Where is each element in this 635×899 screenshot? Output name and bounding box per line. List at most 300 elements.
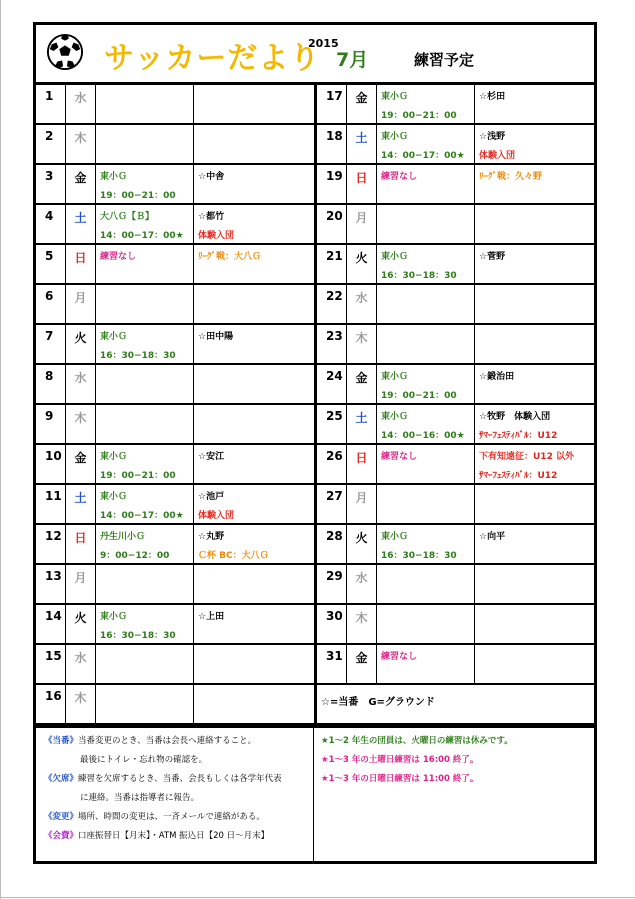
weekday-label: 火 (355, 531, 368, 545)
schedule-row (36, 605, 594, 645)
left-day-cell (36, 165, 314, 203)
place-text: 東小Ｇ (381, 532, 409, 542)
weekday-label: 日 (355, 171, 368, 185)
date-number: 19 (326, 169, 343, 183)
date-cell (36, 285, 66, 323)
time-text: 19：00−21：00 (100, 471, 176, 481)
date-cell (317, 85, 347, 123)
weekday-cell (66, 205, 96, 243)
time-text: 19：00−21：00 (381, 111, 457, 121)
weekday-cell (347, 205, 377, 243)
date-cell (36, 565, 66, 603)
date-number: 1 (45, 89, 54, 103)
left-day-cell (36, 645, 314, 683)
place-cell (96, 285, 194, 323)
place-cell (377, 125, 475, 163)
note-line-1: ☆池戸 (198, 492, 225, 502)
date-number: 11 (45, 489, 62, 503)
weekday-label: 月 (355, 491, 368, 505)
notes-reminders (315, 728, 594, 861)
note-line-1: ☆牧野 体験入団 (479, 412, 551, 422)
left-day-cell (36, 125, 314, 163)
weekday-cell (347, 605, 377, 643)
date-cell (36, 325, 66, 363)
date-number: 21 (326, 249, 343, 263)
date-number: 16 (45, 689, 62, 703)
weekday-label: 土 (355, 411, 368, 425)
right-day-cell (317, 525, 594, 563)
date-number: 27 (326, 489, 343, 503)
weekday-label: 金 (74, 451, 87, 465)
place-text: 練習なし (381, 652, 418, 662)
weekday-label: 木 (74, 411, 87, 425)
right-day-cell (317, 365, 594, 403)
place-cell (96, 445, 194, 483)
left-day-cell (36, 525, 314, 563)
note-cell (194, 605, 313, 643)
time-text: 14：00−17：00★ (381, 151, 465, 161)
weekday-label: 木 (355, 611, 368, 625)
place-text: 丹生川小Ｇ (100, 532, 146, 542)
note-line-2: 体験入団 (198, 231, 235, 241)
date-cell (36, 605, 66, 643)
time-text: 14：00−16：00★ (381, 431, 465, 441)
place-text: 東小Ｇ (100, 492, 128, 502)
date-cell (317, 285, 347, 323)
right-day-cell (317, 165, 594, 203)
place-cell (377, 245, 475, 283)
schedule-row (36, 405, 594, 445)
header (36, 25, 594, 85)
weekday-cell (347, 165, 377, 203)
place-text: 大八Ｇ【Ｂ】 (100, 212, 155, 222)
schedule-row (36, 685, 594, 725)
place-text: 東小Ｇ (100, 172, 128, 182)
note-line (44, 772, 282, 784)
left-day-cell (36, 605, 314, 643)
left-day-cell (36, 365, 314, 403)
weekday-label: 日 (74, 531, 87, 545)
time-text: 9：00−12：00 (100, 551, 170, 561)
weekday-label: 金 (74, 171, 87, 185)
date-cell (317, 485, 347, 523)
schedule-row (36, 245, 594, 285)
weekday-label: 金 (355, 371, 368, 385)
time-text: 16：30−18：30 (381, 551, 457, 561)
schedule-row (36, 445, 594, 485)
year-label: 2015 (308, 37, 339, 50)
weekday-cell (66, 245, 96, 283)
right-day-cell (317, 445, 594, 483)
weekday-label: 水 (355, 291, 368, 305)
date-number: 20 (326, 209, 343, 223)
weekday-cell (347, 405, 377, 443)
note-cell (475, 325, 594, 363)
weekday-cell (66, 365, 96, 403)
time-text: 19：00−21：00 (100, 191, 176, 201)
note-line-1: ☆都竹 (198, 212, 225, 222)
weekday-cell (66, 285, 96, 323)
weekday-cell (347, 85, 377, 123)
place-cell (96, 245, 194, 283)
weekday-cell (66, 605, 96, 643)
schedule-row (36, 325, 594, 365)
right-day-cell (317, 565, 594, 603)
place-cell (377, 365, 475, 403)
note-cell (475, 85, 594, 123)
place-text: 東小Ｇ (381, 92, 409, 102)
notes-rules (36, 728, 314, 861)
place-cell (377, 525, 475, 563)
left-day-cell (36, 325, 314, 363)
weekday-cell (347, 245, 377, 283)
weekday-cell (66, 445, 96, 483)
schedule-row (36, 165, 594, 205)
weekday-label: 水 (74, 651, 87, 665)
date-number: 24 (326, 369, 343, 383)
note-line-2: ｻﾏｰﾌｪｽﾃｨﾊﾞﾙ：U12 (479, 471, 558, 481)
date-cell (317, 645, 347, 683)
note-tag: 《会費》 (44, 831, 79, 841)
note-cell (194, 125, 313, 163)
place-text: 練習なし (100, 252, 137, 262)
weekday-label: 日 (74, 251, 87, 265)
schedule-row (36, 645, 594, 685)
note-line-2: Ｃ杯 BC：大八Ｇ (198, 551, 269, 561)
weekday-cell (66, 85, 96, 123)
weekday-cell (66, 325, 96, 363)
newsletter-frame (33, 22, 597, 864)
weekday-label: 金 (355, 91, 368, 105)
date-cell (317, 565, 347, 603)
place-cell (96, 525, 194, 563)
time-text: 16：30−18：30 (100, 351, 176, 361)
date-cell (36, 405, 66, 443)
note-tag: 《当番》 (44, 736, 79, 746)
left-day-cell (36, 685, 314, 723)
notes-section (36, 725, 594, 861)
note-cell (475, 365, 594, 403)
weekday-label: 火 (355, 251, 368, 265)
time-text: 16：30−18：30 (100, 631, 176, 641)
right-day-cell (317, 405, 594, 443)
right-day-cell (317, 285, 594, 323)
place-text: 東小Ｇ (381, 252, 409, 262)
weekday-label: 土 (74, 211, 87, 225)
note-cell (475, 485, 594, 523)
date-number: 17 (326, 89, 343, 103)
note-line-1: ☆上田 (198, 612, 225, 622)
note-line-1: ☆中舎 (198, 172, 225, 182)
date-cell (317, 365, 347, 403)
note-line (44, 810, 265, 822)
weekday-cell (66, 405, 96, 443)
date-number: 30 (326, 609, 343, 623)
schedule-row (36, 485, 594, 525)
place-cell (96, 645, 194, 683)
date-cell (36, 365, 66, 403)
note-cell (194, 525, 313, 563)
note-cell (194, 645, 313, 683)
note-line-1: ☆丸野 (198, 532, 225, 542)
weekday-cell (66, 525, 96, 563)
place-cell (96, 605, 194, 643)
date-number: 29 (326, 569, 343, 583)
weekday-cell (66, 685, 96, 723)
note-cell (475, 405, 594, 443)
weekday-label: 火 (74, 611, 87, 625)
note-line (44, 734, 256, 746)
left-day-cell (36, 85, 314, 123)
date-cell (36, 445, 66, 483)
note-line-1: ﾘｰｸﾞ戦：久々野 (479, 172, 543, 182)
left-day-cell (36, 285, 314, 323)
weekday-label: 金 (355, 651, 368, 665)
date-cell (36, 245, 66, 283)
schedule-row (36, 205, 594, 245)
weekday-cell (347, 565, 377, 603)
note-line (80, 753, 207, 765)
date-number: 4 (45, 209, 54, 223)
weekday-label: 木 (355, 331, 368, 345)
date-number: 22 (326, 289, 343, 303)
date-number: 2 (45, 129, 54, 143)
place-cell (377, 205, 475, 243)
schedule-heading: 練習予定 (414, 51, 475, 69)
time-text: 19：00−21：00 (381, 391, 457, 401)
date-cell (317, 525, 347, 563)
note-line (80, 791, 199, 803)
date-cell (36, 485, 66, 523)
note-cell (194, 405, 313, 443)
place-cell (96, 205, 194, 243)
note-line-1: ☆杉田 (479, 92, 506, 102)
note-cell (475, 125, 594, 163)
date-number: 9 (45, 409, 54, 423)
weekday-cell (66, 125, 96, 163)
date-cell (317, 605, 347, 643)
place-cell (377, 605, 475, 643)
left-day-cell (36, 205, 314, 243)
place-cell (377, 405, 475, 443)
weekday-label: 水 (74, 91, 87, 105)
place-cell (377, 445, 475, 483)
place-cell (96, 405, 194, 443)
date-number: 7 (45, 329, 54, 343)
weekday-label: 水 (74, 371, 87, 385)
place-cell (96, 85, 194, 123)
note-cell (194, 445, 313, 483)
schedule-row (36, 365, 594, 405)
note-cell (194, 325, 313, 363)
soccer-ball-icon (46, 33, 84, 71)
weekday-cell (66, 485, 96, 523)
note-cell (194, 565, 313, 603)
schedule-row (36, 125, 594, 165)
note-cell (475, 645, 594, 683)
place-cell (96, 685, 194, 723)
weekday-cell (347, 645, 377, 683)
weekday-cell (347, 125, 377, 163)
note-cell (194, 685, 313, 723)
time-text: 14：00−17：00★ (100, 231, 184, 241)
date-number: 28 (326, 529, 343, 543)
weekday-cell (66, 645, 96, 683)
weekday-label: 木 (74, 131, 87, 145)
date-number: 6 (45, 289, 54, 303)
page-bottom-edge (0, 897, 635, 898)
weekday-label: 木 (74, 691, 87, 705)
note-cell (475, 165, 594, 203)
place-cell (377, 165, 475, 203)
note-line-2: 体験入団 (479, 151, 516, 161)
note-line-2: ｻﾏｰﾌｪｽﾃｨﾊﾞﾙ：U12 (479, 431, 558, 441)
note-cell (475, 245, 594, 283)
right-day-cell (317, 125, 594, 163)
weekday-label: 水 (355, 571, 368, 585)
date-cell (36, 645, 66, 683)
note-text: 口座振替日【月末】・ATM 振込日【20 日〜月末】 (78, 831, 270, 841)
note-cell (194, 205, 313, 243)
reminder-line: ★1〜3 年の日曜日練習は 11:00 終了。 (321, 774, 479, 784)
note-cell (475, 205, 594, 243)
date-number: 31 (326, 649, 343, 663)
left-day-cell (36, 445, 314, 483)
note-line-1: ☆向平 (479, 532, 506, 542)
date-number: 26 (326, 449, 343, 463)
schedule-row (36, 565, 594, 605)
time-text: 16：30−18：30 (381, 271, 457, 281)
date-number: 10 (45, 449, 62, 463)
place-cell (96, 125, 194, 163)
note-cell (194, 245, 313, 283)
right-day-cell (317, 685, 594, 723)
date-number: 3 (45, 169, 54, 183)
date-cell (317, 325, 347, 363)
left-day-cell (36, 485, 314, 523)
note-text: 場所、時間の変更は、一斉メールで連絡がある。 (78, 812, 265, 822)
weekday-label: 月 (74, 291, 87, 305)
note-line-1: ☆菅野 (479, 252, 506, 262)
note-cell (475, 525, 594, 563)
note-cell (475, 285, 594, 323)
date-cell (317, 205, 347, 243)
place-text: 東小Ｇ (381, 412, 409, 422)
weekday-label: 月 (355, 211, 368, 225)
weekday-cell (347, 365, 377, 403)
note-line-1: ☆田中陽 (198, 332, 234, 342)
weekday-label: 火 (74, 331, 87, 345)
place-text: 練習なし (381, 172, 418, 182)
place-text: 東小Ｇ (100, 332, 128, 342)
date-number: 25 (326, 409, 343, 423)
date-cell (36, 685, 66, 723)
note-line-1: ☆鍛治田 (479, 372, 515, 382)
weekday-cell (347, 485, 377, 523)
weekday-label: 土 (74, 491, 87, 505)
reminder-line: ★1〜3 年の土曜日練習は 16:00 終了。 (321, 755, 479, 765)
place-cell (96, 325, 194, 363)
note-text: に連絡。当番は指導者に報告。 (80, 793, 200, 803)
note-cell (194, 365, 313, 403)
date-number: 14 (45, 609, 62, 623)
weekday-label: 日 (355, 451, 368, 465)
place-cell (96, 485, 194, 523)
page-left-edge (0, 0, 1, 899)
date-cell (317, 245, 347, 283)
weekday-cell (347, 445, 377, 483)
time-text: 14：00−17：00★ (100, 511, 184, 521)
date-cell (36, 205, 66, 243)
date-cell (36, 85, 66, 123)
note-line-1: ☆浅野 (479, 132, 506, 142)
place-cell (377, 325, 475, 363)
date-cell (36, 525, 66, 563)
left-day-cell (36, 245, 314, 283)
weekday-cell (347, 525, 377, 563)
date-number: 18 (326, 129, 343, 143)
schedule-row (36, 525, 594, 565)
reminder-line: ★1〜2 年生の団員は、火曜日の練習は休みです。 (321, 736, 513, 746)
note-cell (475, 445, 594, 483)
weekday-label: 月 (74, 571, 87, 585)
right-day-cell (317, 645, 594, 683)
schedule-grid (36, 85, 594, 725)
place-text: 練習なし (381, 452, 418, 462)
note-line-1: ☆安江 (198, 452, 225, 462)
place-cell (96, 365, 194, 403)
weekday-label: 土 (355, 131, 368, 145)
left-day-cell (36, 565, 314, 603)
newsletter-title: サッカーだより (104, 41, 321, 76)
note-text: 練習を欠席するとき、当番、会長もしくは各学年代表 (78, 774, 282, 784)
right-day-cell (317, 325, 594, 363)
place-cell (377, 285, 475, 323)
date-cell (317, 125, 347, 163)
date-number: 15 (45, 649, 62, 663)
weekday-cell (66, 165, 96, 203)
date-number: 23 (326, 329, 343, 343)
schedule-row (36, 85, 594, 125)
place-cell (377, 85, 475, 123)
date-cell (36, 125, 66, 163)
note-line-1: ﾘｰｸﾞ戦：大八Ｇ (198, 252, 262, 262)
date-number: 5 (45, 249, 54, 263)
note-cell (194, 285, 313, 323)
note-cell (194, 85, 313, 123)
right-day-cell (317, 85, 594, 123)
note-cell (475, 605, 594, 643)
place-text: 東小Ｇ (100, 612, 128, 622)
right-day-cell (317, 485, 594, 523)
place-cell (377, 645, 475, 683)
date-cell (317, 165, 347, 203)
place-cell (377, 485, 475, 523)
note-text: 当番変更のとき、当番は会長へ連絡すること。 (78, 736, 257, 746)
date-cell (317, 445, 347, 483)
place-text: 東小Ｇ (381, 372, 409, 382)
note-line-2: 体験入団 (198, 511, 235, 521)
date-cell (317, 405, 347, 443)
month-label: 7月 (336, 49, 369, 71)
schedule-row (36, 285, 594, 325)
right-day-cell (317, 205, 594, 243)
right-day-cell (317, 605, 594, 643)
note-cell (194, 485, 313, 523)
weekday-cell (66, 565, 96, 603)
place-cell (96, 165, 194, 203)
place-text: 東小Ｇ (381, 132, 409, 142)
